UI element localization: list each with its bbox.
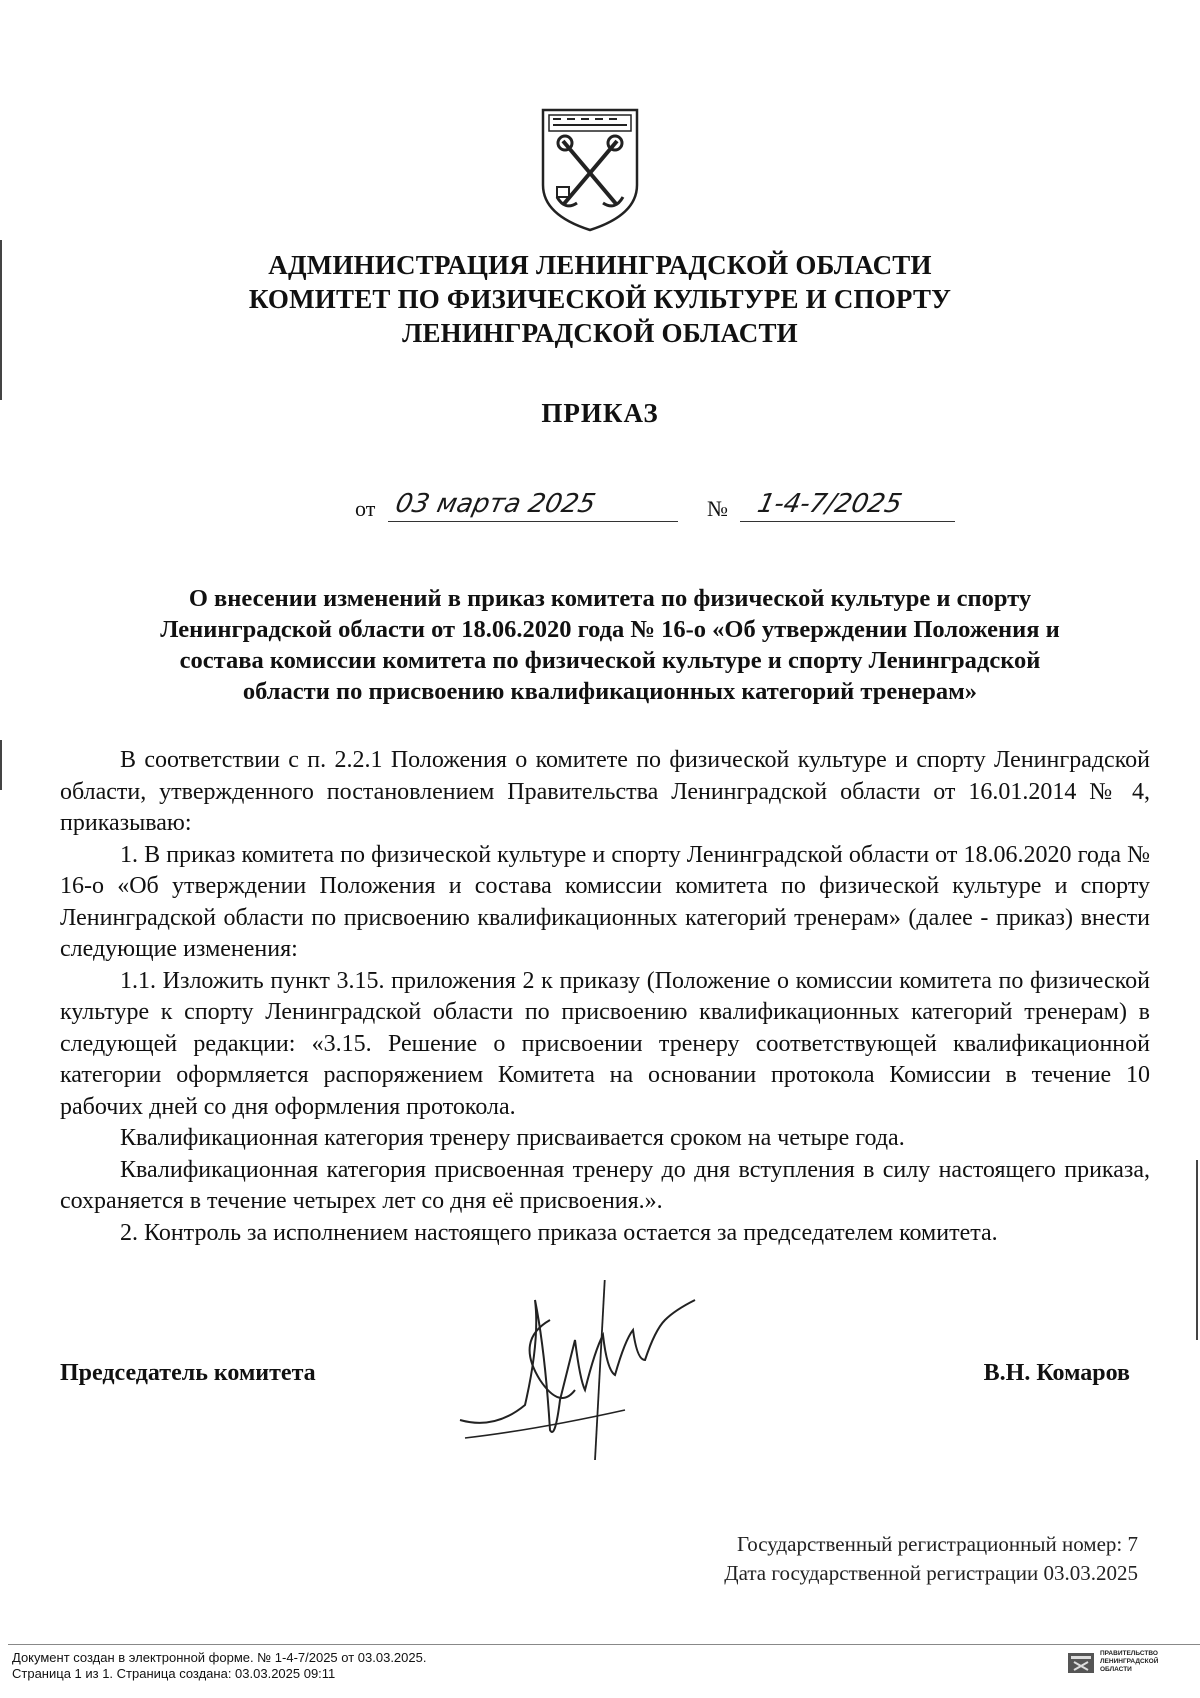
scan-margin-mark bbox=[0, 740, 2, 790]
header-line-1: АДМИНИСТРАЦИЯ ЛЕНИНГРАДСКОЙ ОБЛАСТИ bbox=[268, 250, 932, 280]
header-line-2: КОМИТЕТ ПО ФИЗИЧЕСКОЙ КУЛЬТУРЕ И СПОРТУ bbox=[248, 284, 952, 314]
title-line-4: области по присвоению квалификационных категорий тренерам» bbox=[242, 678, 978, 705]
header-line-3: ЛЕНИНГРАДСКОЙ ОБЛАСТИ bbox=[402, 318, 798, 348]
body-paragraph-transition: Квалификационная категория присвоенная тренеру до дня вступления в силу настоящего приказа, сохраняется в течение четырех лет со дня её присвоения.». bbox=[60, 1156, 1150, 1214]
gov-text-line-3: ОБЛАСТИ bbox=[1100, 1666, 1132, 1673]
registration-date: Дата государственной регистрации 03.03.2025 bbox=[724, 1561, 1138, 1585]
electronic-document-footer bbox=[12, 1650, 426, 1682]
registration-number: Государственный регистрационный номер: 7 bbox=[736, 1532, 1138, 1556]
state-registration-block bbox=[724, 1530, 1138, 1588]
number-field bbox=[740, 485, 955, 522]
date-number-line bbox=[355, 490, 975, 530]
title-line-2: Ленинградской области от 18.06.2020 года № 16-о «Об утверждении Положения и bbox=[160, 616, 1060, 643]
title-line-3: состава комиссии комитета по физической культуре и спорту Ленинградской bbox=[179, 647, 1041, 674]
body-paragraph-item-1-1: 1.1. Изложить пункт 3.15. приложения 2 к приказу (Положение о комиссии комитета по физической культуре к спорту Ленинградской области по присвоению квалификационных категорий тренерам) в следующей редакции: «3.15. Решение о присвоении тренеру соответствующей квалификационной категории оформляется распоряжением Комитета на основании протокола Комиссии в течение 10 рабочих дней со дня оформления протокола. bbox=[60, 967, 1150, 1120]
coat-of-arms-icon bbox=[535, 105, 645, 235]
gov-text-line-1: ПРАВИТЕЛЬСТВО bbox=[1100, 1650, 1158, 1657]
scan-margin-mark bbox=[1196, 1160, 1198, 1340]
organization-header bbox=[0, 248, 1200, 350]
signatory-name: В.Н. Комаров bbox=[983, 1360, 1130, 1386]
government-logo-icon bbox=[1068, 1653, 1094, 1673]
body-paragraph-item-1: 1. В приказ комитета по физической культуре и спорту Ленинградской области от 18.06.2020 года № 16-о «Об утверждении Положения и состава комиссии комитета по физической культуре и спорту Ленинградской области по присвоению квалификационных категорий тренерам» (далее - приказ) внести следующие изменения: bbox=[60, 841, 1150, 962]
gov-text-line-2: ЛЕНИНГРАДСКОЙ bbox=[1100, 1658, 1159, 1665]
footer-line-1: Документ создан в электронной форме. № 1-4-7/2025 от 03.03.2025. bbox=[12, 1650, 427, 1665]
document-type: ПРИКАЗ bbox=[541, 398, 659, 428]
order-title bbox=[70, 583, 1150, 707]
government-logo-text bbox=[1100, 1650, 1158, 1674]
body-paragraph-preamble: В соответствии с п. 2.2.1 Положения о комитете по физической культуре и спорту Ленинградской области, утвержденного постановлением Правительства Ленинградской области от 16.01.2014 № 4, приказываю: bbox=[60, 747, 1150, 836]
footer-line-2: Страница 1 из 1. Страница создана: 03.03.2025 09:11 bbox=[12, 1666, 336, 1681]
date-field bbox=[388, 485, 678, 522]
number-label: № bbox=[707, 496, 728, 521]
title-line-1: О внесении изменений в приказ комитета по физической культуре и спорту bbox=[188, 585, 1032, 612]
body-paragraph-item-2: 2. Контроль за исполнением настоящего приказа остается за председателем комитета. bbox=[120, 1219, 998, 1246]
order-body bbox=[60, 745, 1150, 1249]
handwritten-date: 03 марта 2025 bbox=[392, 489, 599, 519]
footer-divider bbox=[8, 1644, 1200, 1645]
date-from-label: от bbox=[355, 496, 376, 521]
handwritten-signature bbox=[455, 1280, 705, 1460]
signatory-position: Председатель комитета bbox=[60, 1360, 316, 1386]
body-paragraph-term: Квалификационная категория тренеру присваивается сроком на четыре года. bbox=[120, 1125, 905, 1151]
handwritten-number: 1-4-7/2025 bbox=[754, 489, 905, 519]
